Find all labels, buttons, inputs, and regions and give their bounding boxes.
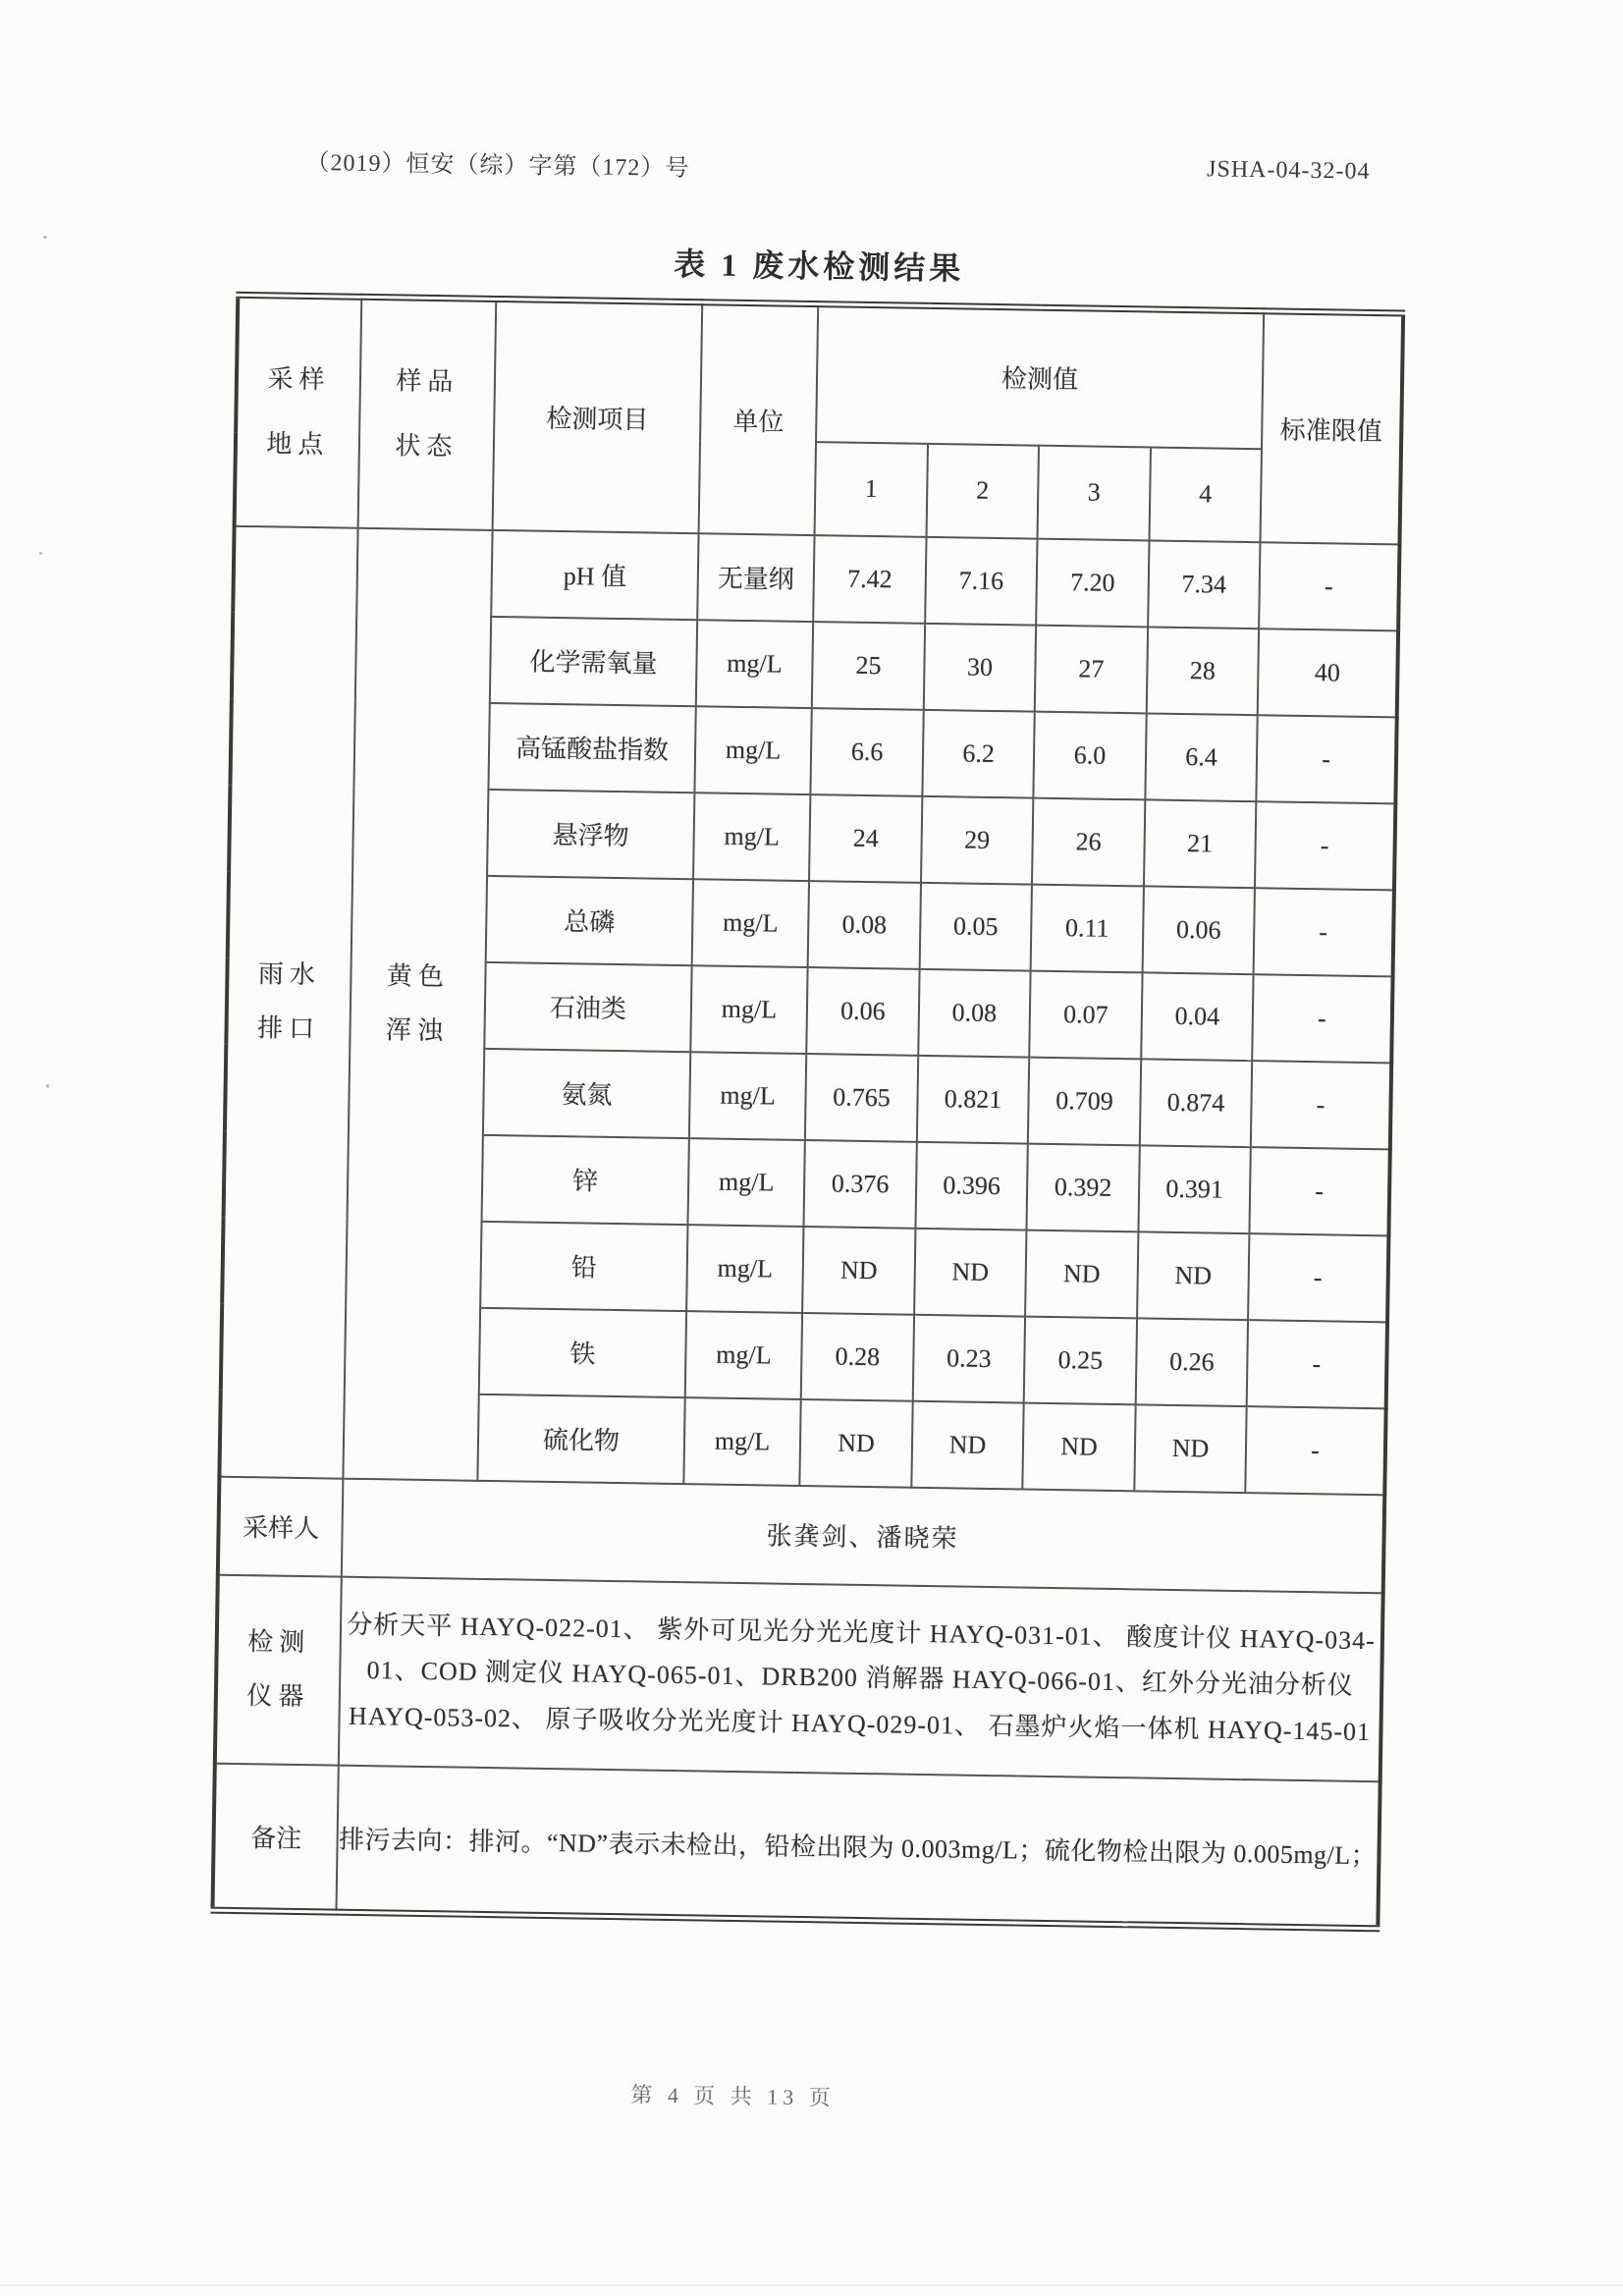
sampling-location-cell xyxy=(219,525,357,1478)
scan-edge-line xyxy=(0,2284,1623,2286)
value-cell: ND xyxy=(799,1398,912,1487)
value-cell: 0.08 xyxy=(918,968,1030,1057)
value-cell: 24 xyxy=(809,794,922,883)
item-cell: 铅 xyxy=(480,1221,687,1310)
value-cell: 30 xyxy=(924,623,1036,711)
unit-cell: mg/L xyxy=(696,620,813,708)
remark-row xyxy=(212,1763,1380,1929)
value-cell: ND xyxy=(911,1400,1023,1489)
sample-state-line1: 黄色 xyxy=(386,961,451,992)
sampler-row xyxy=(218,1476,1384,1593)
limit-cell: - xyxy=(1252,974,1392,1063)
document-header xyxy=(305,142,1370,193)
value-cell: 0.08 xyxy=(808,881,921,969)
value-cell: 0.25 xyxy=(1024,1316,1137,1404)
header-sub-3: 3 xyxy=(1038,445,1151,540)
header-sample-state-line1: 样品 xyxy=(396,366,460,397)
limit-cell: - xyxy=(1245,1406,1385,1495)
value-cell: 0.28 xyxy=(801,1312,914,1400)
value-cell: 6.0 xyxy=(1033,711,1146,799)
unit-cell: mg/L xyxy=(690,965,807,1054)
value-cell: 6.2 xyxy=(922,709,1034,797)
value-cell: 0.04 xyxy=(1141,972,1253,1061)
value-cell: 26 xyxy=(1032,797,1145,886)
unit-cell: mg/L xyxy=(692,879,809,967)
unit-cell: mg/L xyxy=(689,1052,806,1140)
item-cell: 石油类 xyxy=(484,961,691,1051)
item-cell: 悬浮物 xyxy=(487,789,694,878)
item-cell: pH 值 xyxy=(491,529,698,619)
value-cell: 0.26 xyxy=(1136,1318,1248,1406)
unit-cell: mg/L xyxy=(685,1311,802,1399)
header-item: 检测项目 xyxy=(493,299,703,532)
value-cell: 0.06 xyxy=(1143,886,1255,974)
value-cell: ND xyxy=(802,1227,915,1315)
table-title: 表 1 废水检测结果 xyxy=(674,246,965,287)
header-sub-2: 2 xyxy=(927,443,1039,538)
item-cell: 总磷 xyxy=(486,875,693,964)
limit-cell: - xyxy=(1254,888,1394,976)
limit-cell: - xyxy=(1259,542,1399,630)
value-cell: 29 xyxy=(921,795,1033,884)
value-cell: ND xyxy=(1022,1402,1135,1491)
header-sub-1: 1 xyxy=(815,442,928,537)
value-cell: 0.874 xyxy=(1140,1059,1252,1147)
value-cell: 0.11 xyxy=(1031,884,1144,972)
instruments-label xyxy=(215,1574,342,1765)
table-row xyxy=(233,525,1399,630)
value-cell: ND xyxy=(1025,1230,1138,1318)
header-sampling-location-line1: 采样 xyxy=(267,364,331,395)
limit-cell: - xyxy=(1249,1147,1389,1235)
unit-cell: mg/L xyxy=(688,1138,805,1227)
value-cell: 7.34 xyxy=(1148,540,1260,629)
unit-cell: mg/L xyxy=(686,1225,803,1313)
header-unit: 单位 xyxy=(699,302,819,535)
scan-speck xyxy=(39,552,42,555)
unit-cell: mg/L xyxy=(683,1397,800,1486)
value-cell: 0.05 xyxy=(920,882,1032,970)
sample-state-line2: 浑浊 xyxy=(385,1015,450,1046)
value-cell: 0.392 xyxy=(1026,1143,1139,1231)
value-cell: 21 xyxy=(1144,799,1256,888)
item-cell: 硫化物 xyxy=(477,1394,684,1483)
header-row-1 xyxy=(236,295,1403,451)
header-sampling-location xyxy=(235,295,362,527)
value-cell: 0.07 xyxy=(1029,970,1142,1059)
value-cell: 6.4 xyxy=(1145,713,1257,801)
item-cell: 化学需氧量 xyxy=(490,616,697,705)
doc-number: （2019）恒安（综）字第（172）号 xyxy=(305,149,690,183)
value-cell: 0.709 xyxy=(1028,1057,1141,1145)
value-cell: 7.20 xyxy=(1036,538,1149,627)
item-cell: 锌 xyxy=(482,1134,689,1224)
value-cell: 0.396 xyxy=(915,1141,1027,1230)
remark-value: 排污去向：排河。“ND”表示未检出，铅检出限为 0.003mg/L；硫化物检出限为 0.005mg/L； xyxy=(336,1765,1380,1929)
scan-speck xyxy=(46,1084,49,1088)
limit-cell: - xyxy=(1248,1233,1388,1322)
unit-cell: 无量纲 xyxy=(697,533,814,622)
unit-cell: mg/L xyxy=(694,706,811,794)
instruments-label-line2: 仪器 xyxy=(246,1681,310,1712)
item-cell: 高锰酸盐指数 xyxy=(488,702,695,792)
value-cell: 0.821 xyxy=(917,1055,1029,1143)
limit-cell: - xyxy=(1247,1320,1387,1408)
value-cell: 0.376 xyxy=(803,1140,916,1229)
value-cell: 7.42 xyxy=(813,535,926,624)
limit-cell: - xyxy=(1251,1061,1391,1149)
limit-cell: 40 xyxy=(1258,629,1398,717)
page-number: 第 4 页 共 13 页 xyxy=(630,2082,836,2110)
instruments-value: 分析天平 HAYQ-022-01、 紫外可见光分光光度计 HAYQ-031-01、 酸度计仪 HAYQ-034-01、COD 测定仪 HAYQ-065-01、DRB200 消解器 HAYQ-066-01、红外分光油分析仪 HAYQ-053-02、 原子吸收分光光度计 HAYQ-029-01、 石墨炉火焰一体机 HAYQ-145-01 xyxy=(339,1576,1383,1781)
header-sample-state-line2: 状态 xyxy=(395,431,459,462)
value-cell: 0.765 xyxy=(805,1054,918,1142)
value-cell: 0.23 xyxy=(913,1314,1025,1402)
value-cell: ND xyxy=(914,1228,1026,1316)
results-table xyxy=(210,292,1405,1933)
header-values: 检测值 xyxy=(816,304,1264,449)
value-cell: 0.391 xyxy=(1138,1145,1250,1233)
unit-cell: mg/L xyxy=(693,793,810,881)
value-cell: 6.6 xyxy=(810,708,923,796)
instruments-label-line1: 检测 xyxy=(247,1627,311,1658)
remark-label: 备注 xyxy=(212,1763,338,1912)
header-sampling-location-line2: 地点 xyxy=(266,429,330,460)
value-cell: 27 xyxy=(1035,625,1148,713)
sampler-label: 采样人 xyxy=(218,1476,344,1576)
header-sub-4: 4 xyxy=(1150,447,1262,542)
limit-cell: - xyxy=(1256,715,1396,803)
value-cell: ND xyxy=(1137,1231,1249,1320)
header-limit: 标准限值 xyxy=(1261,311,1404,544)
header-sample-state xyxy=(358,297,497,529)
sampler-value: 张龚剑、潘晓荣 xyxy=(342,1478,1384,1593)
sampling-location-line2: 排口 xyxy=(256,1013,321,1044)
value-cell: 28 xyxy=(1147,627,1259,715)
scan-speck xyxy=(43,236,47,239)
item-cell: 铁 xyxy=(479,1307,686,1396)
sample-state-cell xyxy=(343,527,492,1480)
limit-cell: - xyxy=(1255,801,1395,890)
value-cell: 7.16 xyxy=(925,536,1037,625)
value-cell: 0.06 xyxy=(806,967,919,1056)
instruments-row xyxy=(215,1574,1383,1781)
sampling-location-line1: 雨水 xyxy=(257,959,322,990)
doc-code: JSHA-04-32-04 xyxy=(1206,156,1371,185)
value-cell: ND xyxy=(1134,1404,1246,1493)
item-cell: 氨氮 xyxy=(483,1048,690,1137)
value-cell: 25 xyxy=(812,622,925,710)
